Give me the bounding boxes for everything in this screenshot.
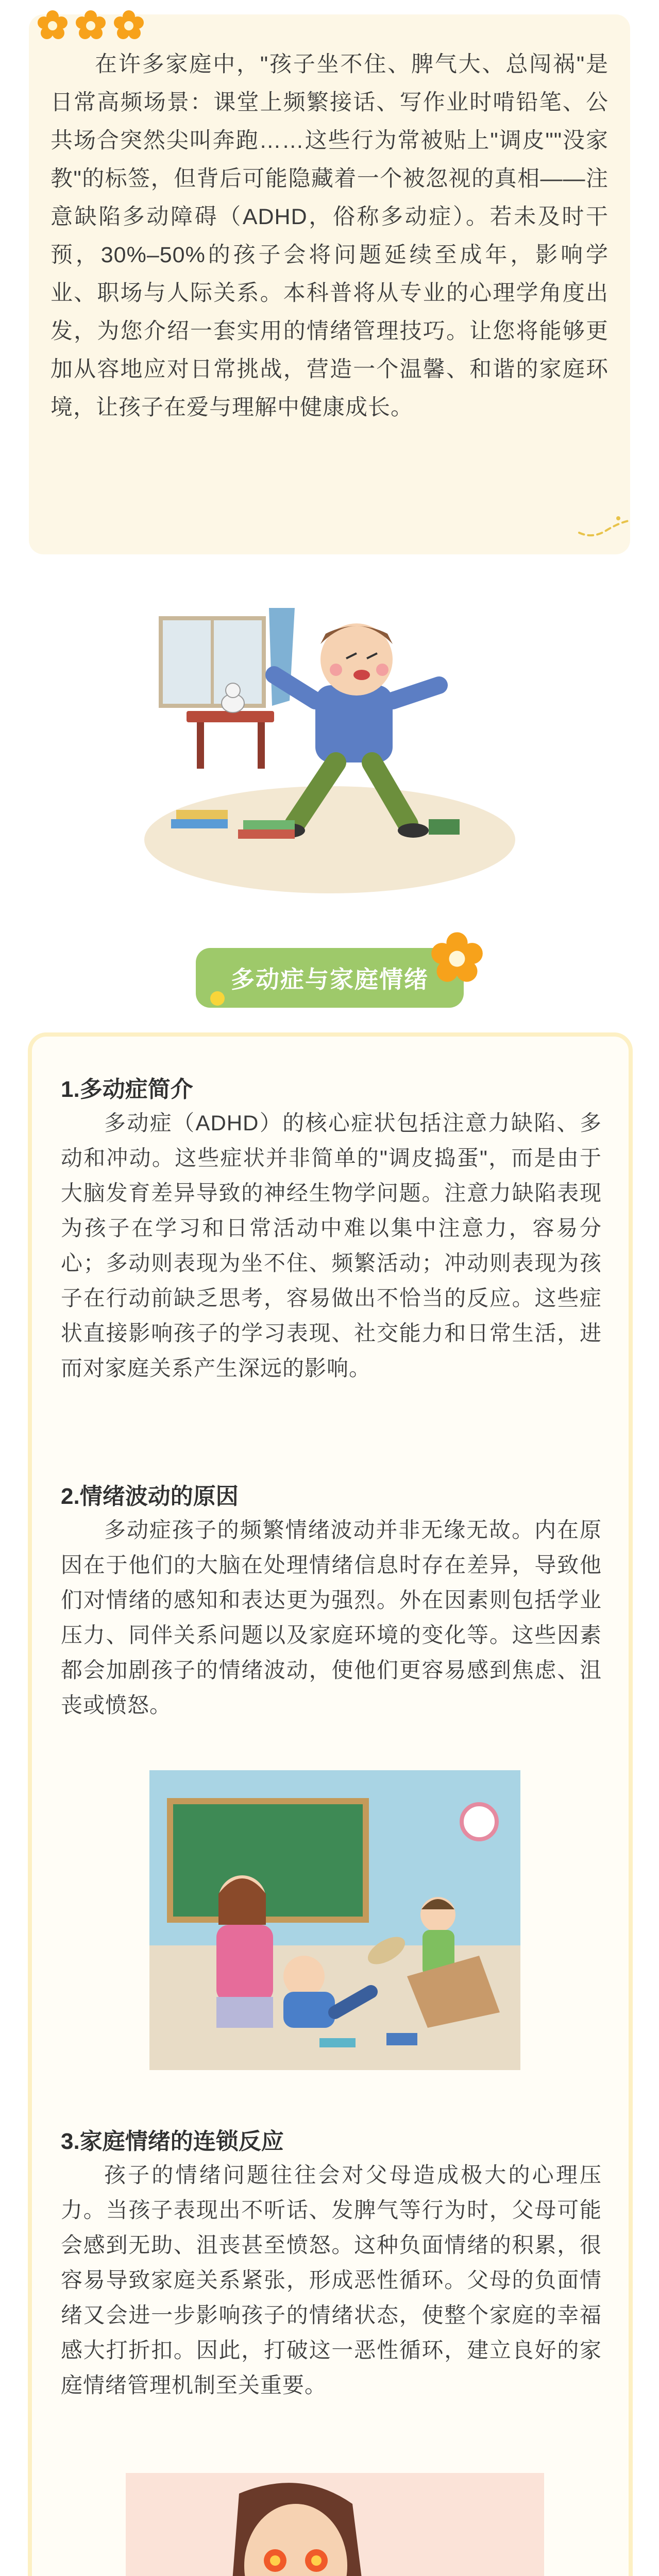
- flower-icon: [74, 9, 107, 42]
- heading-family-chain: 3.家庭情绪的连锁反应: [61, 2129, 284, 2154]
- heading-emotion-causes: 2.情绪波动的原因: [61, 1484, 239, 1509]
- flower-decoration: [36, 9, 145, 42]
- intro-paragraph: 在许多家庭中，"孩子坐不住、脾气大、总闯祸"是日常高频场景：课堂上频繁接话、写作业时啃铅笔、公共场合突然尖叫奔跑……这些行为常被贴上"调皮""没家教"的标签，但背后可能隐藏着一个被忽视的真相——注意缺陷多动障碍（ADHD，俗称多动症）。若未及时干预，30%–50%的孩子会将问题延续至成年，影响学业、职场与人际关系。本科普将从专业的心理学角度出发，为您介绍一套实用的情绪管理技巧。让您将能够更加从容地应对日常挑战，营造一个温馨、和谐的家庭环境，让孩子在爱与理解中健康成长。: [50, 52, 609, 420]
- flower-icon: [112, 9, 145, 42]
- flower-icon: [429, 930, 485, 987]
- dot-decoration-icon: [207, 988, 228, 1009]
- paragraph-adhd-intro: 多动症（ADHD）的核心症状包括注意力缺陷、多动和冲动。这些症状并非简单的"调皮捣蛋"，而是由于大脑发育差异导致的神经生物学问题。注意力缺陷表现为孩子在学习和日常活动中难以集中注意力，容易分心；多动则表现为坐不住、频繁活动；冲动则表现为孩子在行动前缺乏思考，容易做出不恰当的反应。这些症状直接影响孩子的学习表现、社交能力和日常生活，进而对家庭关系产生深远的影响。: [61, 1111, 602, 1380]
- flower-icon: [36, 9, 69, 42]
- heading-adhd-intro: 1.多动症简介: [61, 1077, 193, 1102]
- section-title: 多动症与家庭情绪: [196, 948, 464, 1008]
- paragraph-family-chain: 孩子的情绪问题往往会对父母造成极大的心理压力。当孩子表现出不听话、发脾气等行为时，父母可能会感到无助、沮丧甚至愤怒。这种负面情绪的积累，很容易导致家庭关系紧张，形成恶性循环。父母的负面情绪又会进一步影响孩子的情绪状态，使整个家庭的幸福感大打折扣。因此，打破这一恶性循环，建立良好的家庭情绪管理机制至关重要。: [61, 2163, 602, 2397]
- paragraph-emotion-causes: 多动症孩子的频繁情绪波动并非无缘无故。内在原因在于他们的大脑在处理情绪信息时存在差异，导致他们对情绪的感知和表达更为强烈。外在因素则包括学业压力、同伴关系问题以及家庭环境的变化等。这些因素都会加剧孩子的情绪波动，使他们更容易感到焦虑、沮丧或愤怒。: [61, 1518, 602, 1717]
- swirl-decoration-icon: [577, 510, 634, 541]
- angry-boy-illustration: [140, 598, 519, 893]
- angry-mother-illustration: [126, 2473, 544, 2576]
- classroom-illustration: [149, 1770, 520, 2070]
